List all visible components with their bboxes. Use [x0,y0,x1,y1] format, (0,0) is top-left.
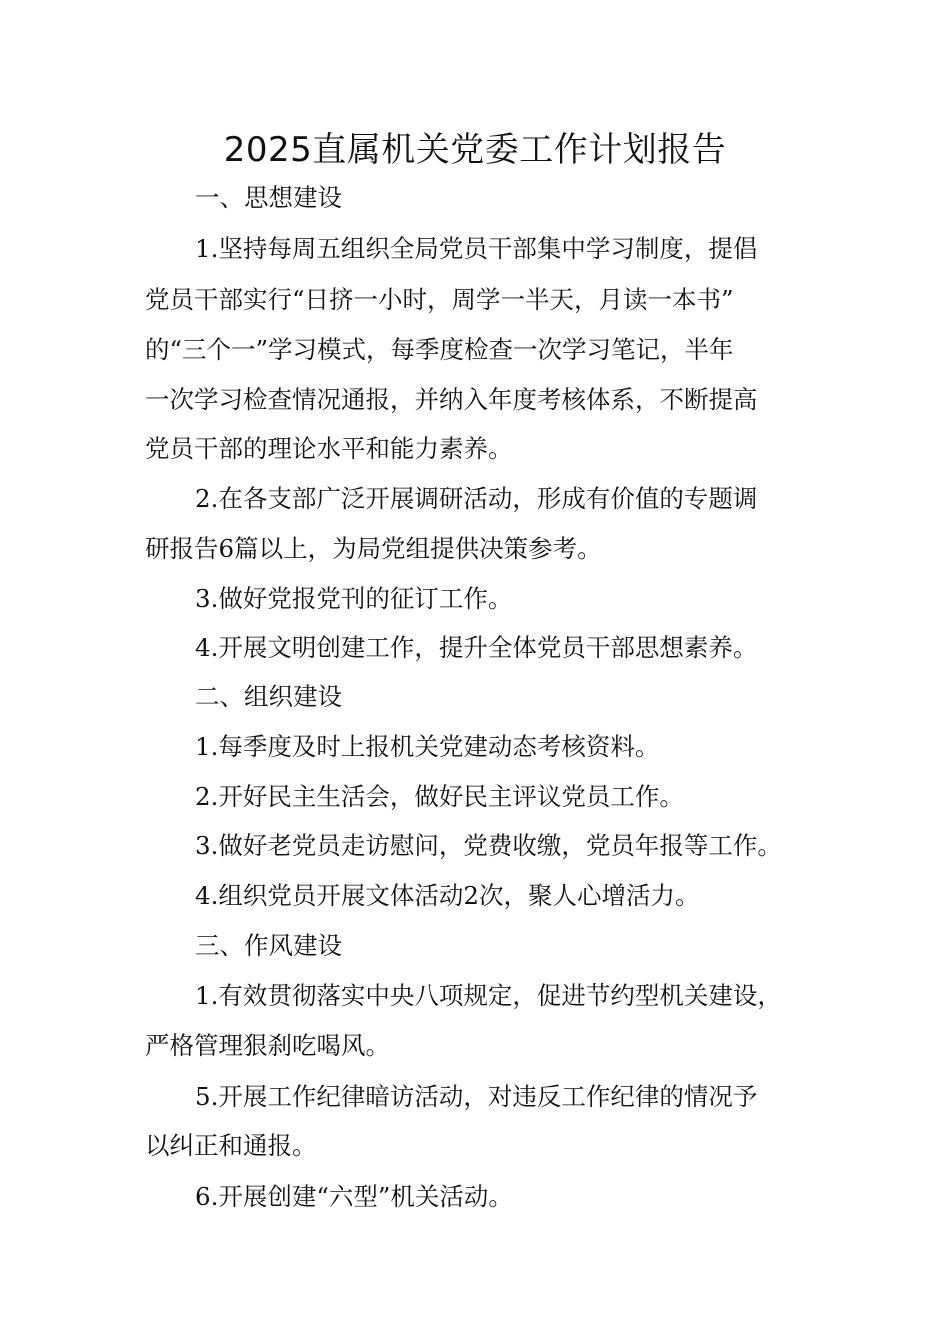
section-heading-organization: 二、组织建设 [195,682,342,711]
paragraph-line: 以纠正和通报。 [145,1131,317,1160]
paragraph-line: 党员干部实行“日挤一小时，周学一半天，月读一本书” [145,285,734,314]
paragraph-line: 6.开展创建“六型”机关活动。 [195,1182,513,1211]
paragraph-line: 1.每季度及时上报机关党建动态考核资料。 [195,732,660,761]
paragraph-line: 5.开展工作纪律暗访活动，对违反工作纪律的情况予 [195,1082,758,1111]
paragraph-line: 1.有效贯彻落实中央八项规定，促进节约型机关建设， [195,981,782,1010]
document-title: 2025直属机关党委工作计划报告 [223,130,727,170]
paragraph-line: 3.做好老党员走访慰问，党费收缴，党员年报等工作。 [195,831,782,860]
paragraph-line: 党员干部的理论水平和能力素养。 [145,434,513,463]
paragraph-line: 1.坚持每周五组织全局党员干部集中学习制度，提倡 [195,234,758,263]
paragraph-line: 研报告6篇以上，为局党组提供决策参考。 [145,534,602,563]
paragraph-line: 2.开好民主生活会，做好民主评议党员工作。 [195,782,684,811]
paragraph-line: 4.开展文明创建工作，提升全体党员干部思想素养。 [195,633,758,662]
section-heading-work-style: 三、作风建设 [195,931,342,960]
paragraph-line: 严格管理狠刹吃喝风。 [145,1031,390,1060]
paragraph-line: 一次学习检查情况通报，并纳入年度考核体系，不断提高 [145,385,758,414]
paragraph-line: 3.做好党报党刊的征订工作。 [195,584,513,613]
paragraph-line: 4.组织党员开展文体活动2次，聚人心增活力。 [195,881,700,910]
section-heading-ideology: 一、思想建设 [195,183,342,212]
paragraph-line: 2.在各支部广泛开展调研活动，形成有价值的专题调 [195,484,758,513]
paragraph-line: 的“三个一”学习模式，每季度检查一次学习笔记，半年 [145,335,734,364]
